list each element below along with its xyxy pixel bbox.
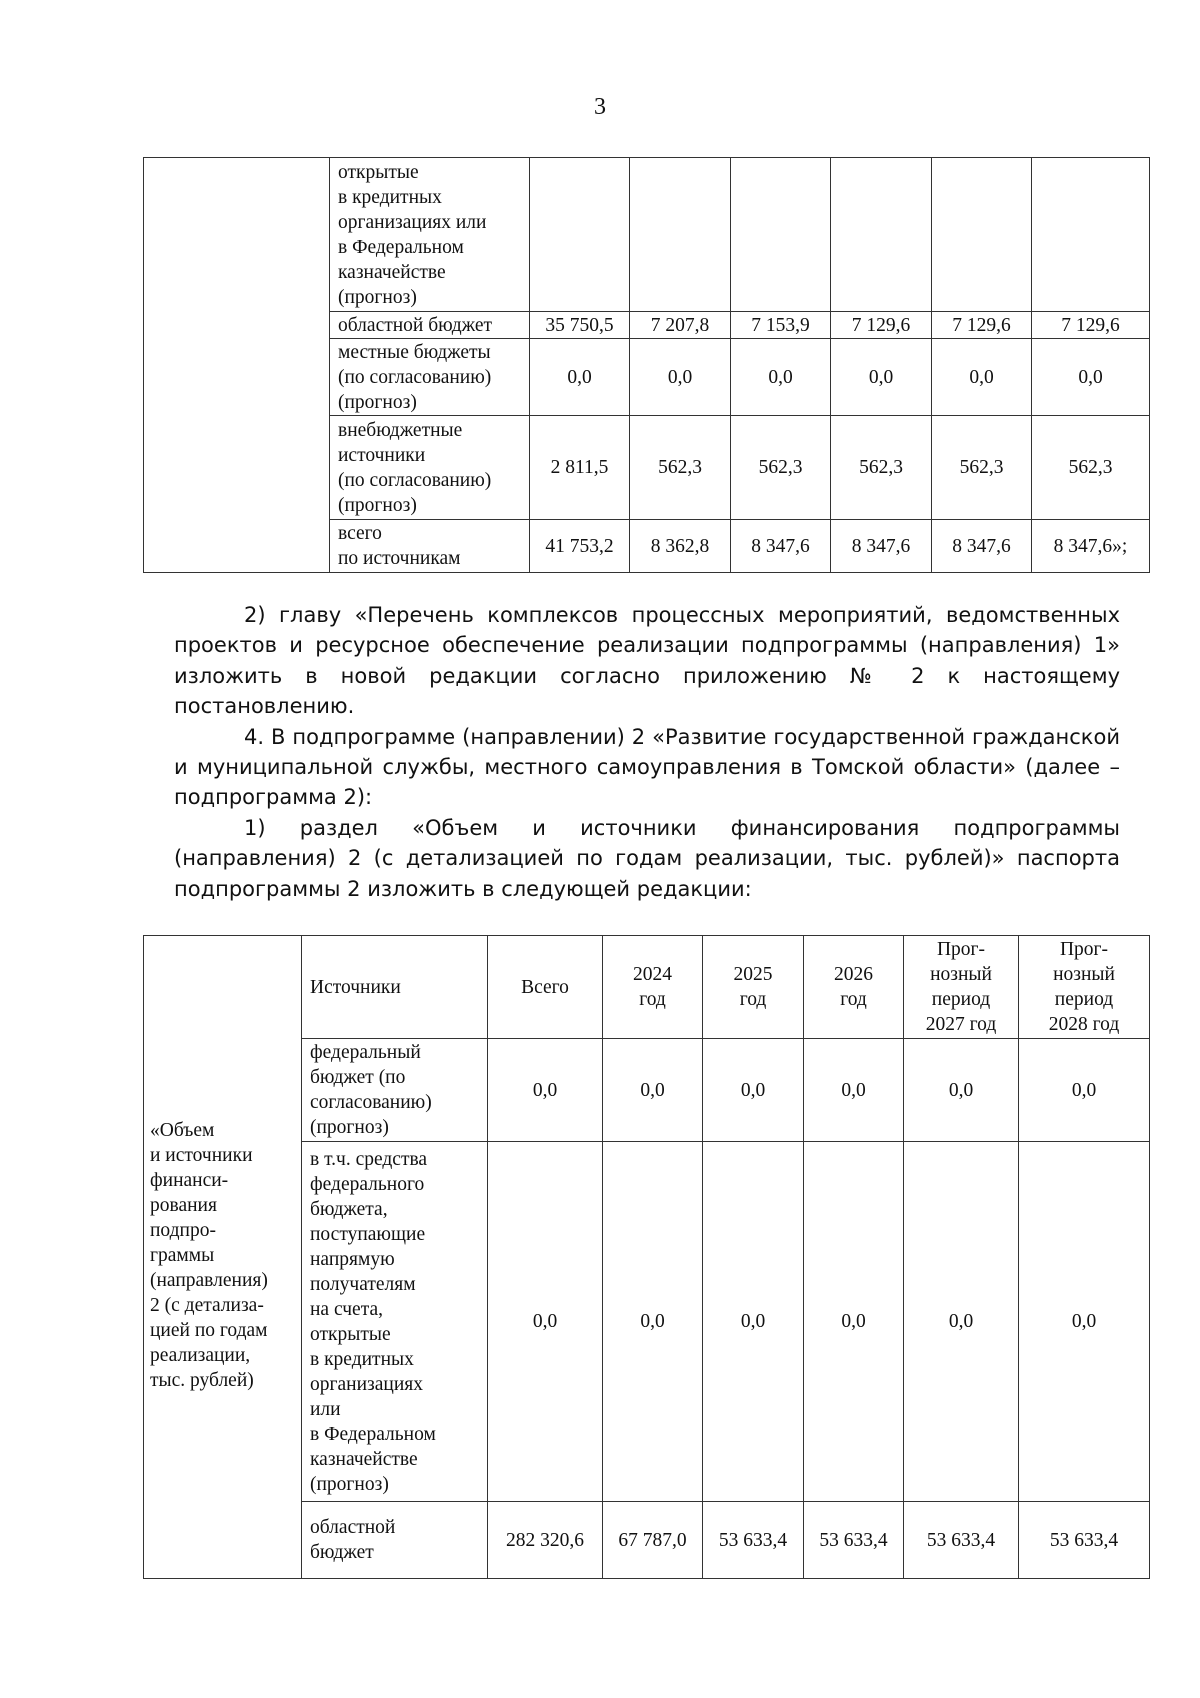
source-label: областной бюджет xyxy=(302,1502,488,1579)
source-label: открытые в кредитных организациях или в Федеральном казначействе (прогноз) xyxy=(330,158,530,312)
year-2026-value: 562,3 xyxy=(831,416,932,520)
year-2028-value: 0,0 xyxy=(1019,1142,1150,1502)
source-label: федеральный бюджет (по согласованию) (прогноз) xyxy=(302,1039,488,1142)
year-2027-value: 7 129,6 xyxy=(932,312,1032,339)
paragraph-1: 2) главу «Перечень комплексов процессных мероприятий, ведомственных проектов и ресурсное обеспечение реализации подпрограммы (направления) 1» изложить в новой редакции согласно приложению № 2 к настоящему постановлению. xyxy=(174,603,1120,719)
paragraph-3: 1) раздел «Объем и источники финансирования подпрограммы (направления) 2 (с детализацией по годам реализации, тыс. рублей)» паспорта подпрограммы 2 изложить в следующей редакции: xyxy=(174,815,1120,901)
financing-table-continued xyxy=(143,157,1150,573)
year-2027-value: 8 347,6 xyxy=(932,520,1032,573)
year-2028-value: 562,3 xyxy=(1032,416,1150,520)
year-2024-value: 67 787,0 xyxy=(603,1502,703,1579)
table-row xyxy=(144,158,1150,312)
section-title-cell xyxy=(144,936,302,1579)
total-value: 0,0 xyxy=(488,1039,603,1142)
year-2025-value: 0,0 xyxy=(703,1039,804,1142)
total-value: 282 320,6 xyxy=(488,1502,603,1579)
year-2024-value: 8 362,8 xyxy=(630,520,731,573)
year-2025-value: 53 633,4 xyxy=(703,1502,804,1579)
year-2025-value: 7 153,9 xyxy=(731,312,831,339)
header-sources: Источники xyxy=(302,936,488,1039)
year-2024-value: 0,0 xyxy=(603,1142,703,1502)
source-label: в т.ч. средства федерального бюджета, поступающие напрямую получателям на счета, открытые в кредитных организациях или в Федеральном казначействе (прогноз) xyxy=(302,1142,488,1502)
page-number: 3 xyxy=(594,94,606,120)
year-2027-value: 0,0 xyxy=(932,339,1032,416)
source-label: внебюджетные источники (по согласованию) (прогноз) xyxy=(330,416,530,520)
body-text xyxy=(174,600,1120,904)
total-value xyxy=(530,158,630,312)
header-total: Всего xyxy=(488,936,603,1039)
year-2024-value: 0,0 xyxy=(630,339,731,416)
year-2026-value: 7 129,6 xyxy=(831,312,932,339)
section-title: «Объем и источники финанси- рования подпро- граммы (направления) 2 (с детализа- цией по годам реализации, тыс. рублей) xyxy=(150,1120,268,1391)
year-2025-value: 0,0 xyxy=(731,339,831,416)
header-2027: Прог- нозный период 2027 год xyxy=(904,936,1019,1039)
year-2026-value: 0,0 xyxy=(804,1142,904,1502)
total-value: 0,0 xyxy=(530,339,630,416)
source-label: областной бюджет xyxy=(330,312,530,339)
header-row xyxy=(144,936,1150,1039)
total-value: 2 811,5 xyxy=(530,416,630,520)
year-2025-value xyxy=(731,158,831,312)
header-2026: 2026 год xyxy=(804,936,904,1039)
subprogram-2-financing-table xyxy=(143,935,1150,1579)
year-2028-value xyxy=(1032,158,1150,312)
year-2026-value xyxy=(831,158,932,312)
year-2028-value: 53 633,4 xyxy=(1019,1502,1150,1579)
year-2024-value xyxy=(630,158,731,312)
year-2028-value: 7 129,6 xyxy=(1032,312,1150,339)
header-2028: Прог- нозный период 2028 год xyxy=(1019,936,1150,1039)
year-2027-value: 0,0 xyxy=(904,1039,1019,1142)
year-2027-value: 53 633,4 xyxy=(904,1502,1019,1579)
year-2026-value: 0,0 xyxy=(831,339,932,416)
total-value: 0,0 xyxy=(488,1142,603,1502)
total-value: 41 753,2 xyxy=(530,520,630,573)
year-2027-value xyxy=(932,158,1032,312)
year-2024-value: 7 207,8 xyxy=(630,312,731,339)
total-value: 35 750,5 xyxy=(530,312,630,339)
empty-title-cell xyxy=(144,158,330,573)
year-2024-value: 562,3 xyxy=(630,416,731,520)
year-2025-value: 8 347,6 xyxy=(731,520,831,573)
year-2026-value: 53 633,4 xyxy=(804,1502,904,1579)
header-2024: 2024 год xyxy=(603,936,703,1039)
year-2025-value: 562,3 xyxy=(731,416,831,520)
year-2026-value: 0,0 xyxy=(804,1039,904,1142)
year-2027-value: 0,0 xyxy=(904,1142,1019,1502)
paragraph-2: 4. В подпрограмме (направлении) 2 «Развитие государственной гражданской и муниципальной службы, местного самоуправления в Томской области» (далее – подпрограмма 2): xyxy=(174,724,1120,810)
year-2027-value: 562,3 xyxy=(932,416,1032,520)
source-label: местные бюджеты (по согласованию) (прогноз) xyxy=(330,339,530,416)
year-2024-value: 0,0 xyxy=(603,1039,703,1142)
year-2025-value: 0,0 xyxy=(703,1142,804,1502)
year-2026-value: 8 347,6 xyxy=(831,520,932,573)
header-2025: 2025 год xyxy=(703,936,804,1039)
year-2028-value: 0,0 xyxy=(1032,339,1150,416)
year-2028-value: 0,0 xyxy=(1019,1039,1150,1142)
year-2028-value: 8 347,6»; xyxy=(1032,520,1150,573)
source-label: всего по источникам xyxy=(330,520,530,573)
